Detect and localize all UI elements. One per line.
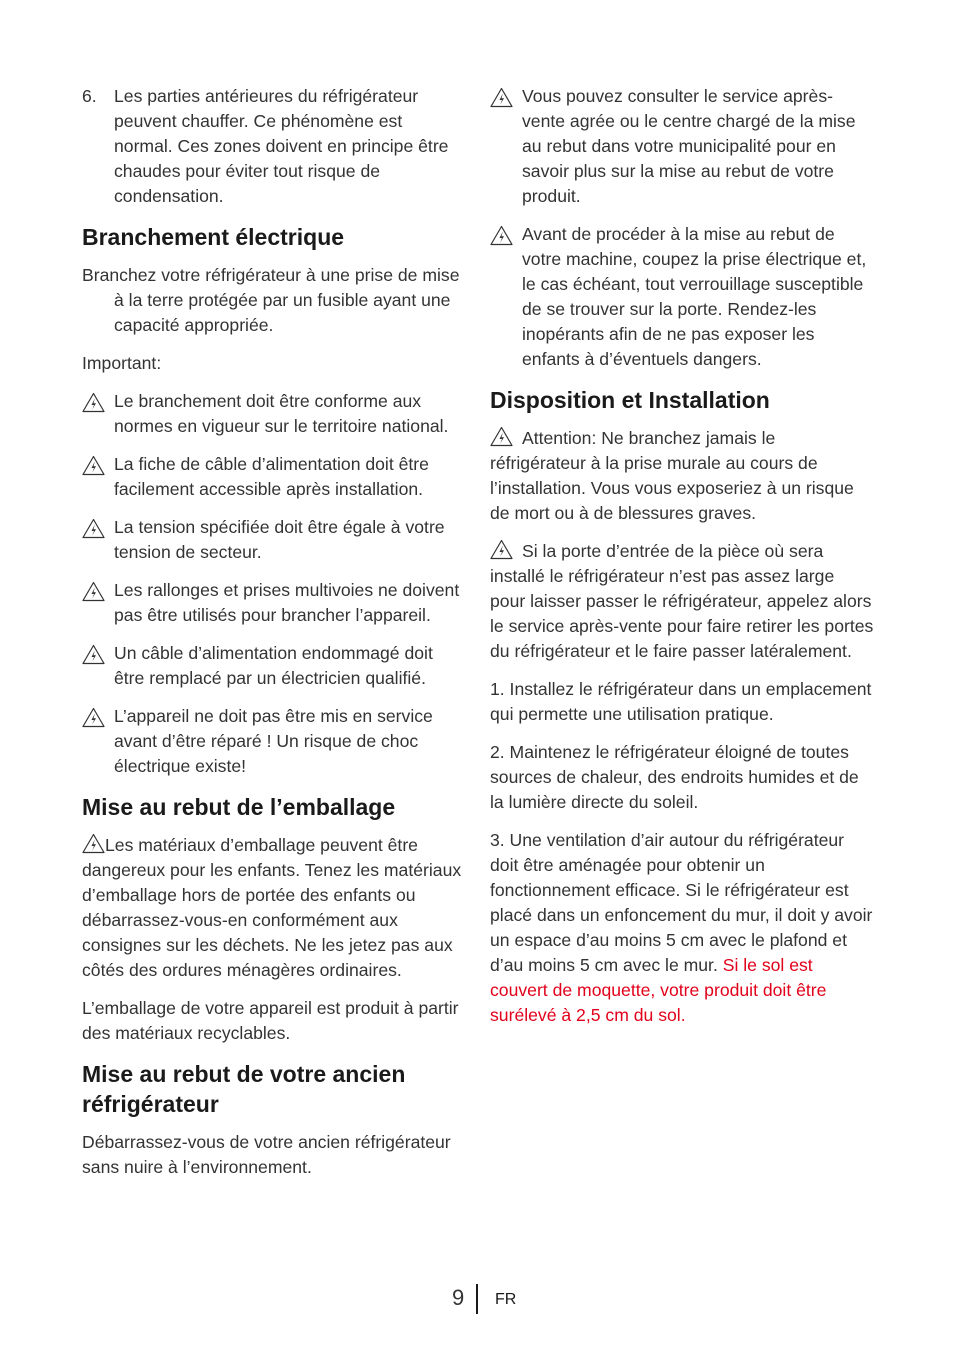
warning-item — [82, 578, 462, 628]
warning-text: L’appareil ne doit pas être mis en service avant d’être réparé ! Un risque de choc électrique existe! — [114, 706, 433, 776]
installation-step-1: 1. Installez le réfrigérateur dans un emplacement qui permette une utilisation pratique. — [490, 679, 872, 724]
warning-text: Le branchement doit être conforme aux normes en vigueur sur le territoire national. — [114, 391, 449, 436]
warning-triangle-icon — [490, 87, 513, 108]
list-item-text: Les parties antérieures du réfrigérateur peuvent chauffer. Ce phénomène est normal. Ces zones doivent en principe être chaudes pour éviter tout risque de condensation. — [114, 86, 449, 206]
important-label: Important: — [82, 353, 162, 373]
step-3-red-note: Si le sol est couvert de moquette, votre produit doit être surélevé à 2,5 cm du sol. — [490, 955, 827, 1025]
ancien-paragraph: Débarrassez-vous de votre ancien réfrigérateur sans nuire à l’environnement. — [82, 1132, 451, 1177]
warning-triangle-icon — [82, 833, 105, 854]
warning-triangle-icon — [82, 707, 105, 728]
warning-text: La tension spécifiée doit être égale à votre tension de secteur. — [114, 517, 445, 562]
installation-warning-2 — [490, 539, 874, 664]
warning-item — [82, 515, 462, 565]
warning-text: Si la porte d’entrée de la pièce où sera installé le réfrigérateur n’est pas assez large pour laisser passer le réfrigérateur, appelez alors le service après-vente pour faire retirer les portes du réfrigérateur et le faire passer latéralement. — [490, 541, 874, 661]
emballage-warning — [82, 833, 462, 983]
list-item-6 — [82, 84, 462, 209]
footer-divider — [476, 1284, 478, 1314]
warning-text: Attention: Ne branchez jamais le réfrigérateur à la prise murale au cours de l’installation. Vous vous exposeriez à un risque de mort ou à de blessures graves. — [490, 428, 854, 523]
warning-item — [490, 222, 874, 372]
warning-text: Vous pouvez consulter le service après-vente agrée ou le centre chargé de la mise au rebut dans votre municipalité pour en savoir plus sur la mise au rebut de votre produit. — [522, 86, 856, 206]
warning-text: Un câble d’alimentation endommagé doit être remplacé par un électricien qualifié. — [114, 643, 433, 688]
warning-triangle-icon — [490, 225, 513, 246]
page-number: 9 — [452, 1285, 465, 1310]
warning-text: Les rallonges et prises multivoies ne doivent pas être utilisés pour brancher l’appareil. — [114, 580, 460, 625]
warning-triangle-icon — [82, 581, 105, 602]
warning-triangle-icon — [82, 518, 105, 539]
branchement-intro: Branchez votre réfrigérateur à une prise de mise à la terre protégée par un fusible ayant une capacité appropriée. — [82, 265, 460, 335]
warning-triangle-icon — [82, 644, 105, 665]
warning-triangle-icon — [82, 392, 105, 413]
installation-step-3 — [490, 828, 874, 1028]
warning-item — [490, 84, 874, 209]
section-heading-ancien: Mise au rebut de votre ancien réfrigérateur — [82, 1061, 406, 1117]
warning-triangle-icon — [490, 426, 513, 447]
warning-triangle-icon — [490, 539, 513, 560]
emballage-paragraph: L’emballage de votre appareil est produit à partir des matériaux recyclables. — [82, 998, 459, 1043]
language-code: FR — [495, 1291, 517, 1308]
section-heading-installation: Disposition et Installation — [490, 387, 770, 413]
left-column — [82, 84, 462, 1180]
warning-triangle-icon — [82, 455, 105, 476]
section-heading-branchement: Branchement électrique — [82, 224, 345, 250]
installation-warning-1 — [490, 426, 874, 526]
warning-text: La fiche de câble d’alimentation doit être facilement accessible après installation. — [114, 454, 429, 499]
installation-step-2: 2. Maintenez le réfrigérateur éloigné de toutes sources de chaleur, des endroits humides et de la lumière directe du soleil. — [490, 742, 859, 812]
warning-item — [82, 389, 462, 439]
warning-text: Les matériaux d’emballage peuvent être dangereux pour les enfants. Tenez les matériaux d’emballage hors de portée des enfants ou débarrassez-vous-en conformément aux consignes sur les déchets. Ne les jetez pas aux côtés des ordures ménagères ordinaires. — [82, 835, 462, 980]
warning-item — [82, 452, 462, 502]
step-3-text: 3. Une ventilation d’air autour du réfrigérateur doit être aménagée pour obtenir un fonctionnement efficace. Si le réfrigérateur est placé dans un enfoncement du mur, il doit y avoir un espace d’au moins 5 cm avec le plafond et d’au moins 5 cm avec le mur. — [490, 830, 873, 975]
list-number: 6. — [82, 86, 97, 106]
warning-text: Avant de procéder à la mise au rebut de votre machine, coupez la prise électrique et, le cas échéant, tout verrouillage susceptible de se trouver sur la porte. Rendez-les inopérants afin de ne pas exposer les enfants à d’éventuels dangers. — [522, 224, 867, 369]
warning-item — [82, 641, 462, 691]
section-heading-emballage: Mise au rebut de l’emballage — [82, 794, 396, 820]
right-column — [490, 84, 874, 1028]
warning-item — [82, 704, 462, 779]
